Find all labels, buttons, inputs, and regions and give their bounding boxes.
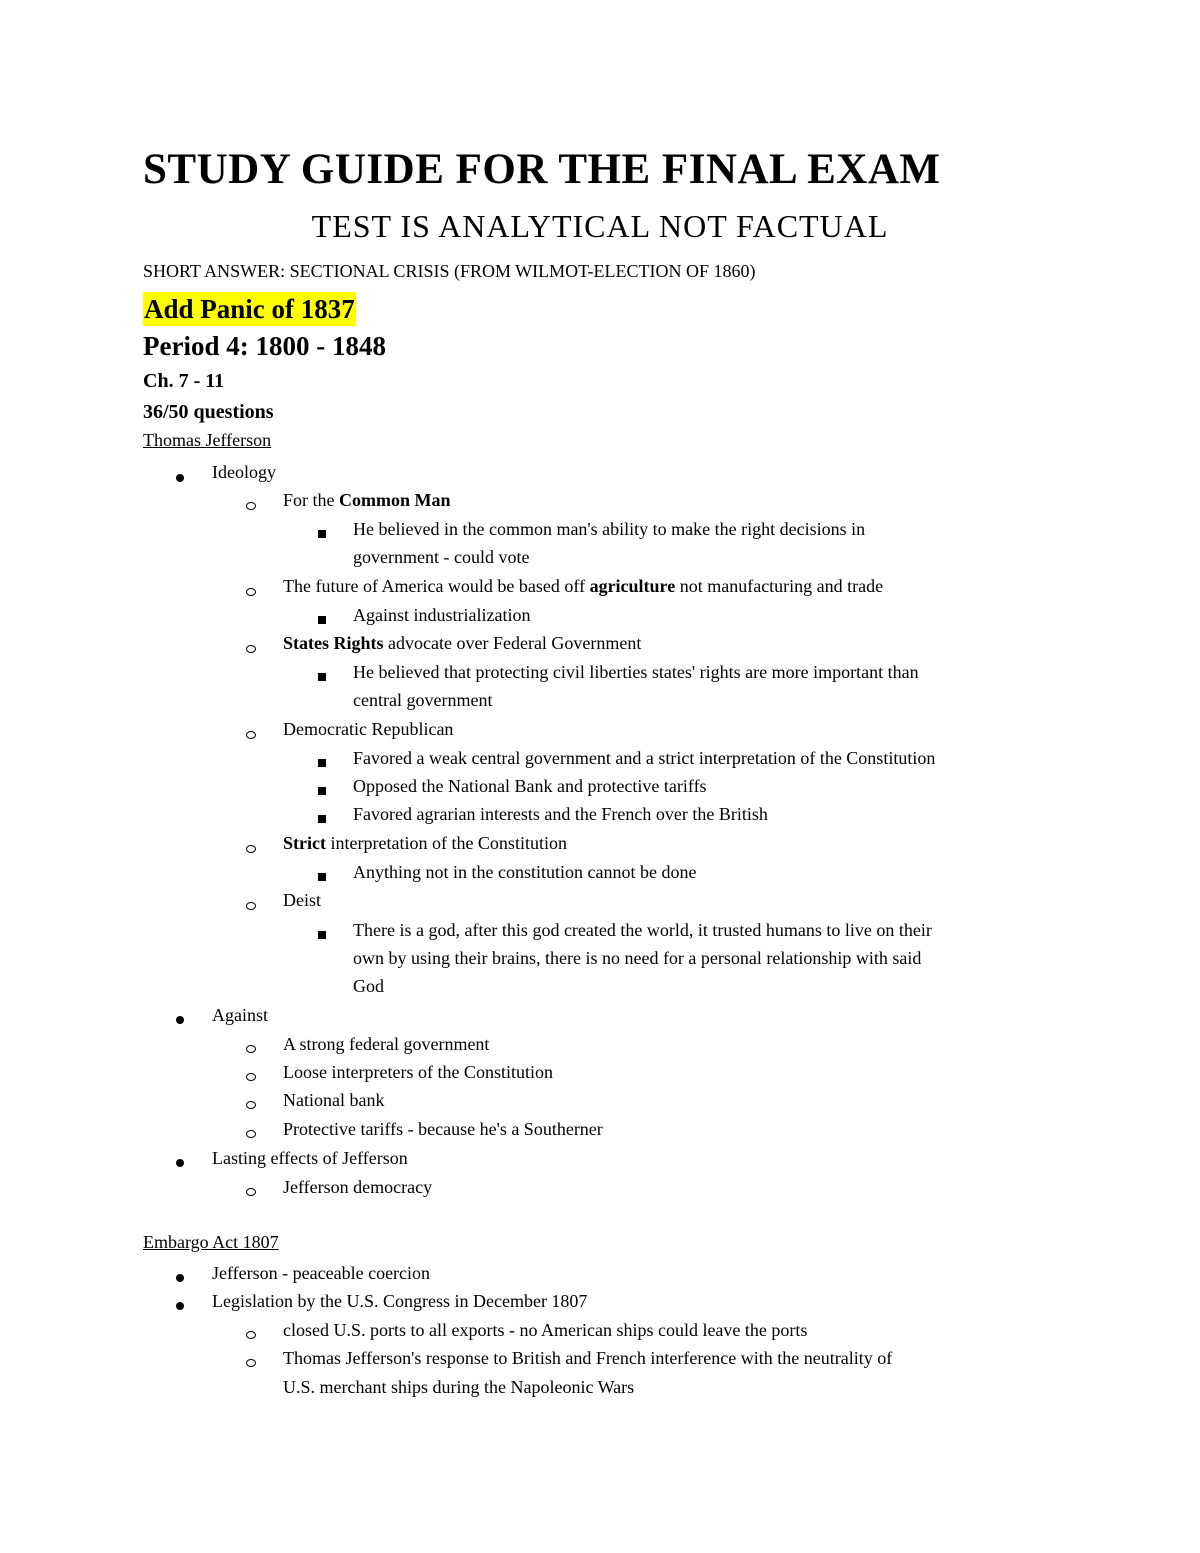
list-item: Protective tariffs - because he's a Southerner	[283, 1119, 603, 1139]
square-bullet-icon	[318, 673, 326, 681]
bold-text: agriculture	[589, 576, 676, 596]
hollow-bullet-icon	[246, 731, 256, 739]
bullet-icon	[176, 1274, 184, 1282]
bold-text: Common Man	[339, 490, 451, 510]
section-heading-jefferson: Thomas Jefferson	[143, 430, 272, 450]
short-answer-note: SHORT ANSWER: SECTIONAL CRISIS (FROM WILMOT-ELECTION OF 1860)	[143, 261, 756, 281]
text: interpretation of the Constitution	[325, 833, 567, 853]
hollow-bullet-icon	[246, 1331, 256, 1339]
list-item	[283, 572, 883, 600]
highlighted-note: Add Panic of 1837	[144, 294, 355, 324]
period-heading: Period 4: 1800 - 1848	[143, 331, 386, 361]
text: The future of America would be based off	[283, 576, 590, 596]
list-item-continued: government - could vote	[353, 547, 530, 567]
bullet-icon	[176, 474, 184, 482]
list-item: There is a god, after this god created the world, it trusted humans to live on their	[353, 920, 932, 940]
square-bullet-icon	[318, 873, 326, 881]
square-bullet-icon	[318, 759, 326, 767]
list-item: National bank	[283, 1090, 385, 1110]
bullet-icon	[176, 1159, 184, 1167]
hollow-bullet-icon	[246, 845, 256, 853]
hollow-bullet-icon	[246, 1073, 256, 1081]
text: not manufacturing and trade	[675, 576, 884, 596]
list-item: Democratic Republican	[283, 719, 454, 739]
list-item: Thomas Jefferson's response to British and French interference with the neutrality of	[283, 1348, 893, 1368]
list-item: He believed that protecting civil liberties states' rights are more important than	[353, 662, 919, 682]
bold-text: Strict	[283, 833, 326, 853]
list-item: He believed in the common man's ability to make the right decisions in	[353, 519, 866, 539]
question-count: 36/50 questions	[143, 401, 274, 423]
hollow-bullet-icon	[246, 1188, 256, 1196]
hollow-bullet-icon	[246, 645, 256, 653]
hollow-bullet-icon	[246, 1130, 256, 1138]
list-item: closed U.S. ports to all exports - no American ships could leave the ports	[283, 1320, 808, 1340]
hollow-bullet-icon	[246, 588, 256, 596]
hollow-bullet-icon	[246, 1359, 256, 1367]
list-item-continued: U.S. merchant ships during the Napoleonic Wars	[283, 1377, 635, 1397]
list-item: Jefferson - peaceable coercion	[212, 1263, 431, 1283]
section-heading-embargo: Embargo Act 1807	[143, 1232, 279, 1252]
text: For the	[283, 490, 339, 510]
list-item	[283, 629, 641, 657]
list-item: Legislation by the U.S. Congress in December 1807	[212, 1291, 588, 1311]
list-item: A strong federal government	[283, 1034, 490, 1054]
list-item: Anything not in the constitution cannot be done	[353, 862, 697, 882]
square-bullet-icon	[318, 530, 326, 538]
bullet-icon	[176, 1016, 184, 1024]
hollow-bullet-icon	[246, 502, 256, 510]
square-bullet-icon	[318, 787, 326, 795]
list-item: Ideology	[212, 462, 276, 482]
list-item: Favored a weak central government and a strict interpretation of the Constitution	[353, 748, 936, 768]
square-bullet-icon	[318, 616, 326, 624]
bullet-icon	[176, 1302, 184, 1310]
page-title: STUDY GUIDE FOR THE FINAL EXAM	[143, 146, 941, 193]
list-item: Opposed the National Bank and protective tariffs	[353, 776, 707, 796]
square-bullet-icon	[318, 931, 326, 939]
list-item: Loose interpreters of the Constitution	[283, 1062, 553, 1082]
chapters: Ch. 7 - 11	[143, 370, 225, 392]
list-item: Lasting effects of Jefferson	[212, 1148, 408, 1168]
list-item-continued: own by using their brains, there is no need for a personal relationship with said	[353, 948, 922, 968]
list-item	[283, 486, 451, 514]
square-bullet-icon	[318, 815, 326, 823]
list-item: Jefferson democracy	[283, 1177, 433, 1197]
list-item: Against	[212, 1005, 268, 1025]
hollow-bullet-icon	[246, 902, 256, 910]
bold-text: States Rights	[283, 633, 384, 653]
list-item: Favored agrarian interests and the French over the British	[353, 804, 768, 824]
list-item-continued: central government	[353, 690, 493, 710]
text: advocate over Federal Government	[383, 633, 642, 653]
list-item: Against industrialization	[353, 605, 531, 625]
list-item: Deist	[283, 890, 321, 910]
hollow-bullet-icon	[246, 1101, 256, 1109]
hollow-bullet-icon	[246, 1045, 256, 1053]
subtitle: TEST IS ANALYTICAL NOT FACTUAL	[311, 208, 889, 244]
list-item-continued: God	[353, 976, 384, 996]
list-item	[283, 829, 567, 857]
